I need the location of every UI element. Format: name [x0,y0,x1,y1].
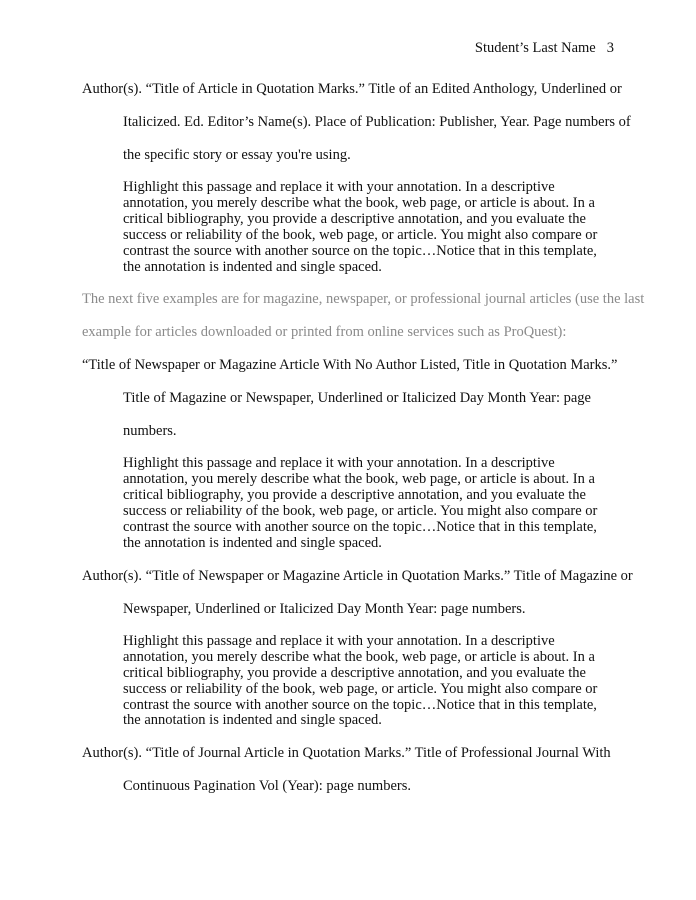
citation-line-indented: Continuous Pagination Vol (Year): page numbers. [123,778,411,795]
citation-line-indented: numbers. [123,423,177,440]
section-note [82,291,645,341]
annotation-paragraph: Highlight this passage and replace it with your annotation. In a descriptive annotation, you merely describe what the book, web page, or article is about. In a critical bibliography, you provide a descriptive annotation, and you evaluate the success or reliability of the book, web page, or article. You might also compare or contrast the source with another source on the topic…Notice that in this template, the annotation is indented and single spaced. [123,632,598,729]
citation-line: Author(s). “Title of Newspaper or Magazine Article in Quotation Marks.” Title of Magazine or [82,567,633,584]
citation-line-indented: Title of Magazine or Newspaper, Underlined or Italicized Day Month Year: page [123,390,591,407]
citation-line: Author(s). “Title of Journal Article in Quotation Marks.” Title of Professional Journal With [82,745,611,762]
note-line: example for articles downloaded or printed from online services such as ProQuest): [82,324,567,341]
citation-entry-anthology [82,81,631,275]
citation-entry-magazine [82,567,633,729]
running-header [475,40,614,57]
note-line: The next five examples are for magazine, newspaper, or professional journal articles (use the last [82,291,645,308]
citation-entry-no-author [82,357,622,551]
annotation-paragraph: Highlight this passage and replace it with your annotation. In a descriptive annotation, you merely describe what the book, web page, or article is about. In a critical bibliography, you provide a descriptive annotation, and you evaluate the success or reliability of the book, web page, or article. You might also compare or contrast the source with another source on the topic…Notice that in this template, the annotation is indented and single spaced. [123,179,598,275]
running-head-name: Student’s Last Name [474,40,596,56]
citation-entry-journal [82,745,622,795]
annotation-paragraph: Highlight this passage and replace it with your annotation. In a descriptive annotation, you merely describe what the book, web page, or article is about. In a critical bibliography, you provide a descriptive annotation, and you evaluate the success or reliability of the book, web page, or article. You might also compare or contrast the source with another source on the topic…Notice that in this template, the annotation is indented and single spaced. [123,455,598,551]
citation-line: Author(s). “Title of Article in Quotation Marks.” Title of an Edited Anthology, Underlined or [82,81,622,97]
citation-line: “Title of Newspaper or Magazine Article With No Author Listed, Title in Quotation Marks.” [82,357,618,374]
citation-line-indented: Italicized. Ed. Editor’s Name(s). Place of Publication: Publisher, Year. Page numbers of [123,114,631,130]
bibliography-content [82,81,645,795]
page-number: 3 [606,40,614,56]
citation-line-indented: the specific story or essay you're using. [123,147,351,163]
citation-line-indented: Newspaper, Underlined or Italicized Day Month Year: page numbers. [123,600,526,617]
